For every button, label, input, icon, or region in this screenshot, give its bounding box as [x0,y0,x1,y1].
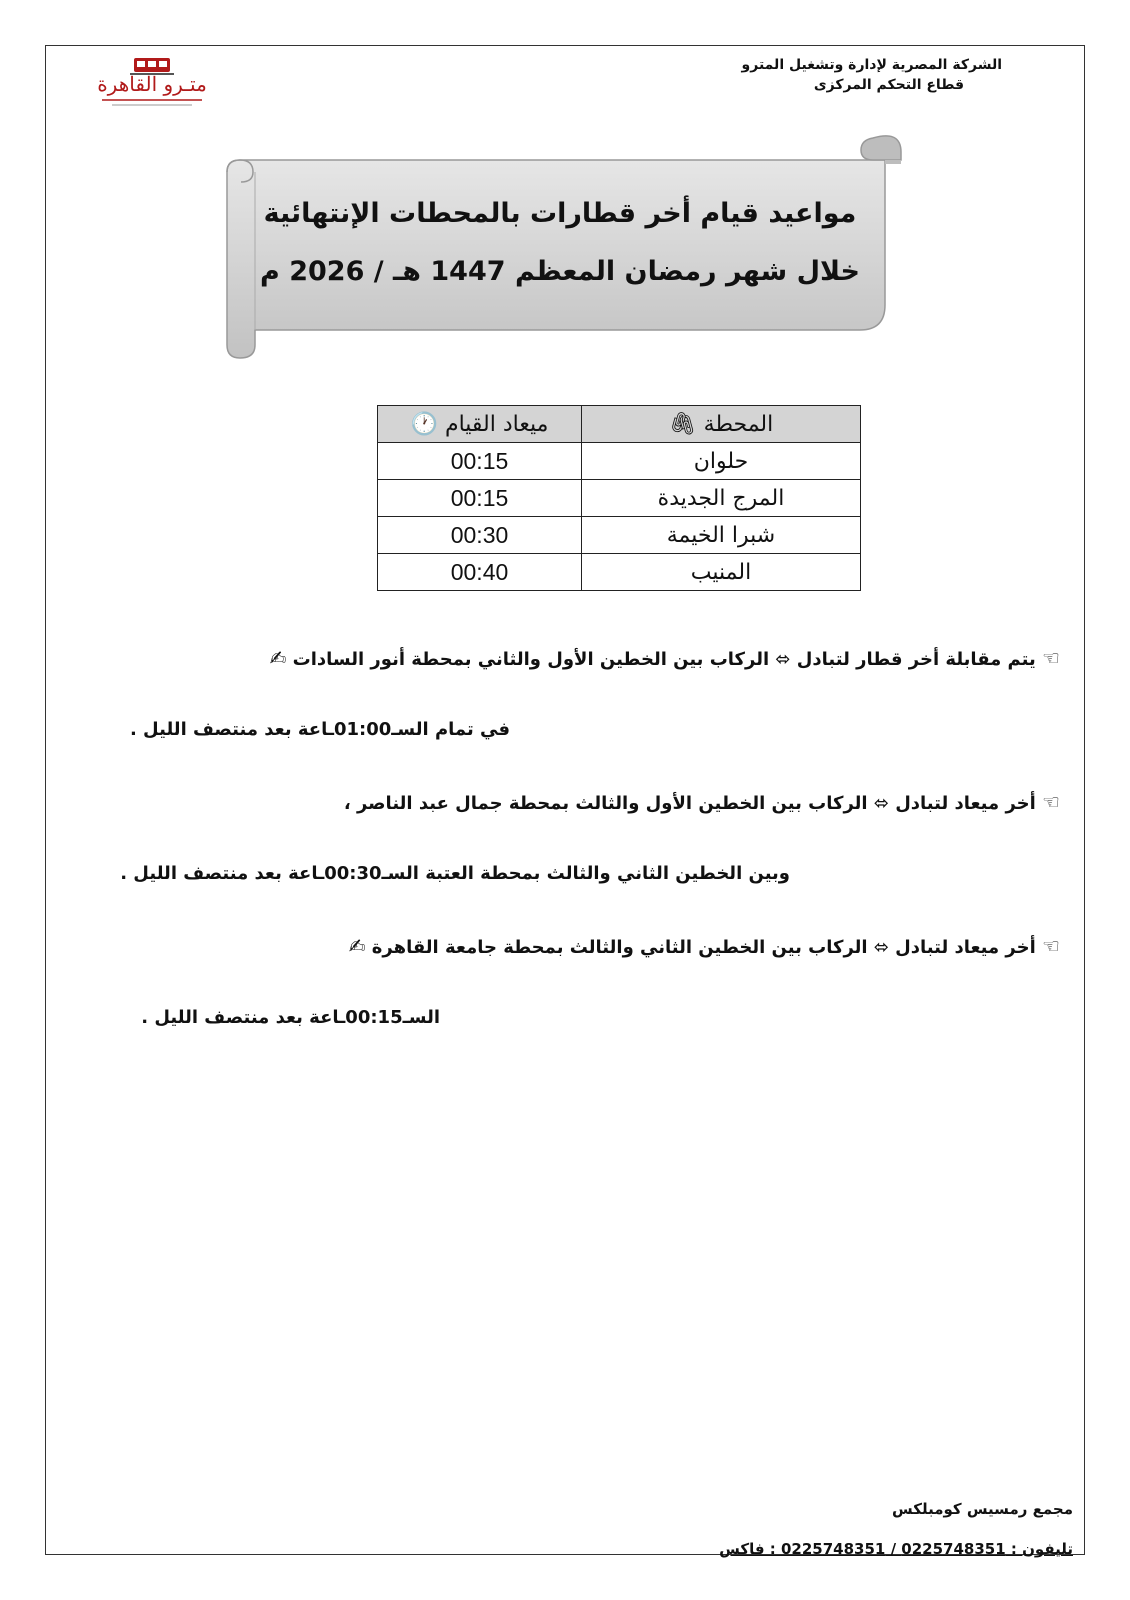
writing-hand-icon: ✍ [348,934,366,958]
table-row [378,554,861,591]
note-sadat-transfer [60,640,1060,676]
note-ataba-time: وبين الخطين الثاني والثالث بمحطة العتبة السـ00:30ـاعة بعد منتصف الليل . [120,863,790,884]
footer-address: مجمع رمسيس كومبلكس [892,1500,1073,1518]
departure-time: 00:15 [378,480,582,517]
banner-title-line2: خلال شهر رمضان المعظم 1447 هـ / 2026 م [260,256,860,287]
last-trains-table [377,405,861,591]
table-row [378,443,861,480]
departure-time: 00:30 [378,517,582,554]
table-header-row [378,406,861,443]
station-name: المنيب [582,554,861,591]
transfer-notes [60,640,1060,1072]
organization-header [742,55,1002,95]
header-station: المحطة 🖇 [582,406,861,443]
note-cairo-university-time: السـ00:15ـاعة بعد منتصف الليل . [141,1007,440,1028]
pointing-hand-icon: ☜ [1042,646,1060,670]
station-name: المرج الجديدة [582,480,861,517]
departure-time: 00:40 [378,554,582,591]
pointing-hand-icon: ☜ [1042,790,1060,814]
note-sadat-time: في تمام السـ01:00ـاعة بعد منتصف الليل . [129,719,510,740]
station-name: شبرا الخيمة [582,517,861,554]
note-text: أخر ميعاد لتبادل ⬄ الركاب بين الخطين الثاني والثالث بمحطة جامعة القاهرة [371,937,1036,958]
banner-title [260,185,860,301]
table-row [378,517,861,554]
station-name: حلوان [582,443,861,480]
note-cairo-university-transfer [60,928,1060,964]
org-name: الشركة المصرية لإدارة وتشغيل المترو [741,57,1002,73]
metro-logo [82,52,222,112]
pointing-hand-icon: ☜ [1042,934,1060,958]
departure-time: 00:15 [378,443,582,480]
header-departure-time: ميعاد القيام 🕐 [378,406,582,443]
note-text: يتم مقابلة أخر قطار لتبادل ⬄ الركاب بين الخطين الأول والثاني بمحطة أنور السادات [292,649,1036,670]
note-nasser-transfer [60,784,1060,820]
footer-contact: تليفون : 0225748351 / 0225748351 : فاكس [719,1540,1073,1558]
writing-hand-icon: ✍ [269,646,287,670]
table-row [378,480,861,517]
banner-title-line1: مواعيد قيام أخر قطارات بالمحطات الإنتهائية [263,198,857,229]
logo-wordmark: متـرو القاهرة [97,72,207,96]
org-department: قطاع التحكم المركزى [813,77,964,93]
note-text: أخر ميعاد لتبادل ⬄ الركاب بين الخطين الأول والثالث بمحطة جمال عبد الناصر ، [343,793,1036,814]
